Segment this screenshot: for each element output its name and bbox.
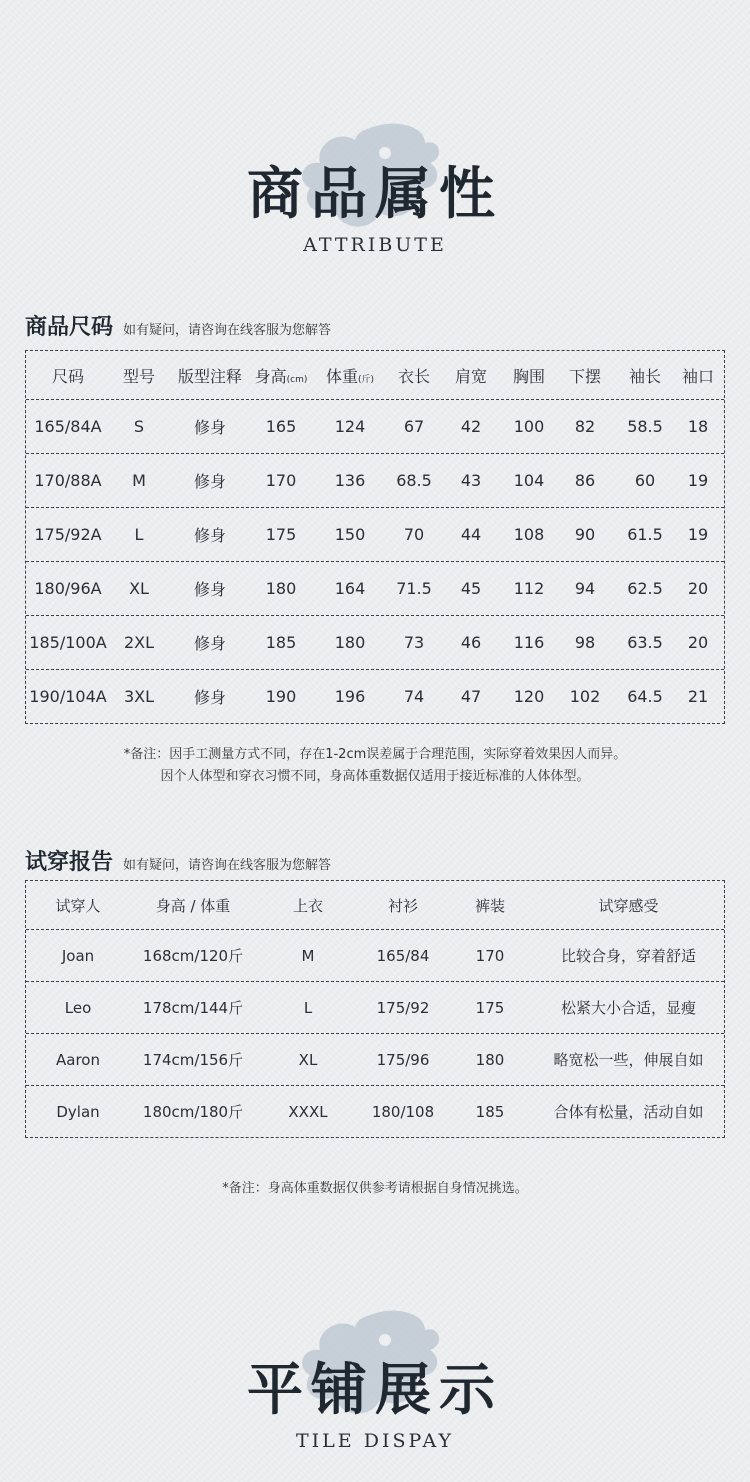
- size-table-cell: 70: [403, 525, 425, 544]
- size-table-row: [26, 561, 724, 615]
- fit-section-heading: [25, 845, 331, 876]
- size-table-cell: S: [133, 417, 145, 436]
- fit-table-cell: 185: [475, 1102, 505, 1121]
- size-table-cell: 73: [403, 633, 425, 652]
- size-table-cell: 185/100A: [29, 633, 107, 652]
- fit-table-cell: Dylan: [56, 1102, 100, 1121]
- size-table-cell: 112: [513, 579, 545, 598]
- fit-table-header-cell: 试穿人: [55, 896, 101, 915]
- size-table-header-cell: 袖长: [628, 366, 661, 386]
- size-table-row: [26, 453, 724, 507]
- size-table-cell: 修身: [193, 526, 226, 545]
- fit-table-cell: 175/92: [376, 998, 430, 1017]
- fit-table-cell: 178cm/144斤: [142, 999, 244, 1017]
- fit-section-note: 如有疑问，请咨询在线客服为您解答: [123, 858, 332, 873]
- size-table-cell: 47: [460, 687, 482, 706]
- fit-table-cell: 180cm/180斤: [142, 1103, 244, 1121]
- size-table-header-cell: 体重(斤): [325, 366, 375, 386]
- size-table-header-cell: 型号: [122, 366, 155, 386]
- fit-table-cell: XXXL: [288, 1102, 328, 1121]
- fit-table-header-cell: 裤装: [474, 896, 505, 915]
- fit-table-header-cell: 身高 / 体重: [155, 896, 231, 915]
- fit-table-row: [26, 981, 724, 1033]
- size-table-cell: 60: [634, 471, 656, 490]
- attribute-subtitle: ATTRIBUTE: [303, 234, 447, 256]
- size-table: [25, 350, 725, 724]
- fit-table-cell: 略宽松一些，伸展自如: [553, 1051, 704, 1069]
- fit-table-cell: 175: [475, 998, 505, 1017]
- fit-table-cell: Leo: [64, 998, 92, 1017]
- size-table-cell: 18: [687, 417, 709, 436]
- size-table-cell: XL: [129, 579, 149, 598]
- attribute-hero: [0, 118, 750, 256]
- size-table-cell: 190/104A: [29, 687, 107, 706]
- size-table-cell: 61.5: [627, 525, 663, 544]
- fit-table-cell: 松紧大小合适，显瘦: [560, 999, 696, 1017]
- fit-table-cell: 168cm/120斤: [142, 947, 244, 965]
- size-table-cell: 74: [403, 687, 425, 706]
- size-table-cell: 94: [574, 579, 596, 598]
- fit-table-cell: 165/84: [376, 946, 430, 965]
- size-remark: [0, 744, 750, 788]
- fit-table-cell: 比较合身，穿着舒适: [560, 947, 696, 965]
- size-table-header-cell: 尺码: [51, 366, 84, 386]
- fit-table-cell: M: [301, 946, 315, 965]
- fit-table-cell: 合体有松量，活动自如: [553, 1103, 704, 1121]
- fit-table-row: [26, 929, 724, 981]
- size-table-cell: 165/84A: [34, 417, 102, 436]
- size-remark-line2: 因个人体型和穿衣习惯不同，身高体重数据仅适用于接近标准的人体体型。: [160, 769, 590, 784]
- size-table-cell: 62.5: [627, 579, 663, 598]
- size-table-cell: 86: [574, 471, 596, 490]
- size-table-cell: 42: [460, 417, 482, 436]
- size-table-cell: 43: [460, 471, 482, 490]
- size-table-cell: 21: [687, 687, 709, 706]
- attribute-title: 商品属性: [247, 161, 503, 227]
- size-table-cell: 19: [687, 471, 709, 490]
- fit-table-cell: 174cm/156斤: [142, 1051, 244, 1069]
- size-table-cell: 44: [460, 525, 482, 544]
- size-table-cell: 46: [460, 633, 482, 652]
- size-table-cell: 104: [513, 471, 545, 490]
- fit-table-header-cell: 衬衫: [387, 896, 418, 915]
- tile-subtitle: TILE DISPAY: [296, 1430, 454, 1452]
- size-table-cell: 164: [334, 579, 366, 598]
- size-table-cell: 67: [403, 417, 425, 436]
- tile-hero: [0, 1305, 750, 1452]
- size-table-cell: L: [134, 525, 144, 544]
- size-table-cell: 修身: [193, 634, 226, 653]
- size-table-cell: 71.5: [396, 579, 432, 598]
- fit-table-cell: 170: [475, 946, 505, 965]
- fit-table-header-row: [26, 881, 724, 929]
- size-table-cell: 124: [334, 417, 366, 436]
- size-table-header-unit: (斤): [357, 374, 375, 385]
- size-table-cell: 120: [513, 687, 545, 706]
- size-table-cell: 68.5: [396, 471, 432, 490]
- size-remark-line1: *备注：因手工测量方式不同，存在1-2cm误差属于合理范围，实际穿着效果因人而异。: [123, 747, 627, 762]
- size-table-cell: 165: [265, 417, 297, 436]
- size-table-row: [26, 507, 724, 561]
- fit-section-title: 试穿报告: [25, 850, 114, 875]
- size-table-cell: 20: [687, 633, 709, 652]
- size-table-cell: 2XL: [123, 633, 155, 652]
- size-table-cell: 3XL: [123, 687, 155, 706]
- size-table-cell: 63.5: [627, 633, 663, 652]
- fit-table-cell: XL: [298, 1050, 318, 1069]
- size-table-cell: 185: [265, 633, 297, 652]
- fit-table-header-cell: 上衣: [292, 896, 323, 915]
- tile-title: 平铺展示: [247, 1357, 503, 1423]
- size-table-header-cell: 袖口: [681, 366, 714, 386]
- size-table-cell: 100: [513, 417, 545, 436]
- size-table-cell: 180: [334, 633, 366, 652]
- size-table-header-cell: 身高(cm): [254, 366, 308, 386]
- size-table-cell: 170: [265, 471, 297, 490]
- size-table-header-unit: (cm): [286, 374, 308, 385]
- size-table-cell: 19: [687, 525, 709, 544]
- size-table-header-cell: 胸围: [512, 366, 545, 386]
- size-table-header-cell: 下摆: [568, 366, 601, 386]
- size-table-cell: 196: [334, 687, 366, 706]
- size-table-header-cell: 版型注释: [177, 366, 242, 386]
- size-table-cell: 64.5: [627, 687, 663, 706]
- size-table-cell: 180/96A: [34, 579, 102, 598]
- size-table-cell: M: [132, 471, 146, 490]
- size-table-cell: 45: [460, 579, 482, 598]
- fit-table-row: [26, 1085, 724, 1137]
- fit-table-cell: Joan: [61, 946, 95, 965]
- size-table-row: [26, 399, 724, 453]
- size-table-cell: 修身: [193, 688, 226, 707]
- size-table-cell: 180: [265, 579, 297, 598]
- size-table-cell: 170/88A: [34, 471, 102, 490]
- size-table-header-cell: 衣长: [397, 366, 430, 386]
- size-table-cell: 108: [513, 525, 545, 544]
- size-table-cell: 116: [513, 633, 545, 652]
- fit-table-cell: 180: [475, 1050, 505, 1069]
- fit-table: [25, 880, 725, 1138]
- fit-remark: *备注：身高体重数据仅供参考请根据自身情况挑选。: [222, 1181, 528, 1196]
- fit-table-cell: L: [303, 998, 313, 1017]
- size-table-cell: 175: [265, 525, 297, 544]
- size-table-row: [26, 669, 724, 723]
- size-table-cell: 190: [265, 687, 297, 706]
- size-table-cell: 修身: [193, 580, 226, 599]
- size-table-cell: 90: [574, 525, 596, 544]
- size-table-header-row: [26, 351, 724, 399]
- size-table-cell: 20: [687, 579, 709, 598]
- size-table-cell: 175/92A: [34, 525, 102, 544]
- size-section-title: 商品尺码: [25, 315, 114, 340]
- size-table-cell: 102: [569, 687, 601, 706]
- fit-table-cell: 175/96: [376, 1050, 430, 1069]
- size-table-row: [26, 615, 724, 669]
- size-table-header-cell: 肩宽: [454, 366, 487, 386]
- fit-table-row: [26, 1033, 724, 1085]
- size-table-cell: 58.5: [627, 417, 663, 436]
- fit-table-header-cell: 试穿感受: [598, 896, 659, 915]
- size-table-cell: 98: [574, 633, 596, 652]
- fit-table-cell: 180/108: [371, 1102, 435, 1121]
- size-table-cell: 修身: [193, 472, 226, 491]
- size-table-cell: 136: [334, 471, 366, 490]
- fit-table-cell: Aaron: [56, 1050, 100, 1069]
- size-section-note: 如有疑问，请咨询在线客服为您解答: [123, 323, 332, 338]
- size-table-cell: 82: [574, 417, 596, 436]
- size-table-cell: 修身: [193, 418, 226, 437]
- size-table-cell: 150: [334, 525, 366, 544]
- size-section-heading: [25, 310, 331, 341]
